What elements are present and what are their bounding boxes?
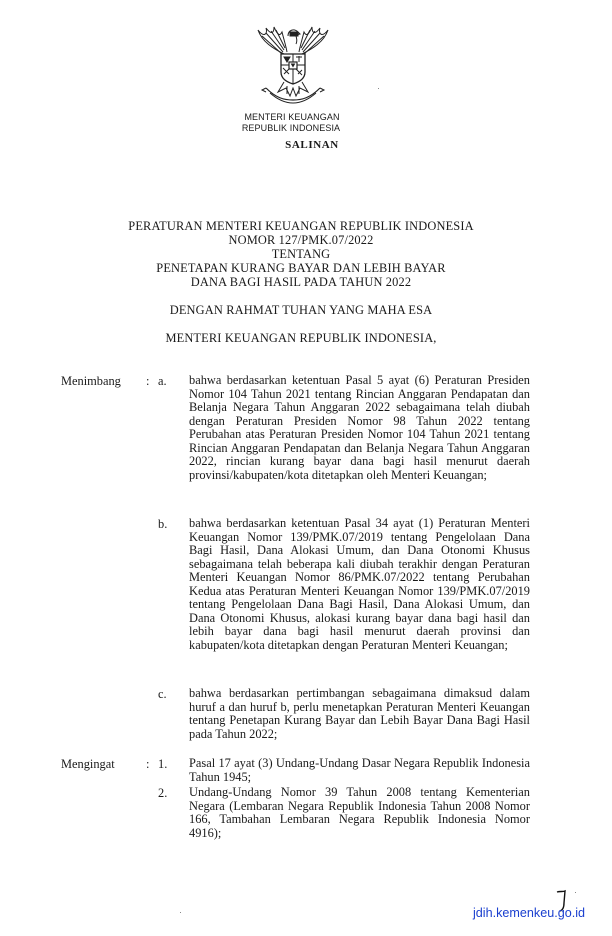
menimbang-item-b-text: bahwa berdasarkan ketentuan Pasal 34 ayat (1) Peraturan Menteri Keuangan Nomor 139/PMK.07/2019 tentang Pengelolaan Dana Bagi Hasil, Dana Alokasi Umum, dan Dana Otonomi Khusus sebagaimana telah beberapa kali diubah terakhir dengan Peraturan Menteri Keuangan Nomor 86/PMK.07/2022 tentang Perubahan Kedua atas Peraturan Menteri Keuangan Nomor 139/PMK.07/2019 tentang Pengelolaan Dana Bagi Hasil, Dana Alokasi Umum, dan Dana Otonomi Khusus, alokasi kurang bayar dana bagi hasil dan lebih bayar dana bagi hasil menurut daerah provinsi dan kabupaten/kota ditetapkan dengan Peraturan Menteri Keuangan;: [189, 516, 530, 652]
regulation-title: PERATURAN MENTERI KEUANGAN REPUBLIK INDONESIA: [128, 219, 474, 233]
mengingat-item-1-text: Pasal 17 ayat (3) Undang-Undang Dasar Negara Republik Indonesia Tahun 1945;: [189, 756, 530, 784]
menimbang-label: Menimbang: [61, 374, 121, 388]
garuda-emblem-icon: [254, 24, 332, 104]
scan-speck: [180, 912, 181, 913]
issuing-authority: MENTERI KEUANGAN REPUBLIK INDONESIA,: [165, 331, 437, 345]
mengingat-colon: :: [146, 757, 150, 771]
menimbang-item-a-marker: a.: [158, 374, 167, 388]
ministry-name-line1: MENTERI KEUANGAN: [244, 112, 340, 122]
menimbang-colon: :: [146, 374, 150, 388]
menimbang-item-b-marker: b.: [158, 517, 168, 531]
mengingat-item-2-marker: 2.: [158, 786, 168, 800]
ministry-name-line2: REPUBLIK INDONESIA: [241, 123, 341, 133]
menimbang-item-c-text: bahwa berdasarkan pertimbangan sebagaimana dimaksud dalam huruf a dan huruf b, perlu menetapkan Peraturan Menteri Keuangan tentang Penetapan Kurang Bayar dan Lebih Bayar Dana Bagi Hasil pada Tahun 2022;: [189, 686, 530, 741]
mengingat-label: Mengingat: [61, 757, 115, 771]
regulation-subject-line1: PENETAPAN KURANG BAYAR DAN LEBIH BAYAR: [156, 261, 446, 275]
menimbang-item-c-marker: c.: [158, 687, 167, 701]
regulation-subject-line2: DANA BAGI HASIL PADA TAHUN 2022: [190, 275, 412, 289]
scan-speck: [378, 88, 379, 89]
jdih-website-link[interactable]: jdih.kemenkeu.go.id: [473, 906, 586, 920]
invocation: DENGAN RAHMAT TUHAN YANG MAHA ESA: [169, 303, 433, 317]
copy-label: SALINAN: [285, 139, 339, 151]
mengingat-item-1-marker: 1.: [158, 757, 168, 771]
scan-speck: [575, 892, 576, 893]
mengingat-item-2-text: Undang-Undang Nomor 39 Tahun 2008 tentang Kementerian Negara (Lembaran Negara Republik Indonesia Tahun 2008 Nomor 166, Tambahan Lembaran Negara Republik Indonesia Nomor 4916);: [189, 785, 530, 840]
regulation-number: NOMOR 127/PMK.07/2022: [228, 233, 374, 247]
regulation-about-label: TENTANG: [271, 247, 331, 261]
menimbang-item-a-text: bahwa berdasarkan ketentuan Pasal 5 ayat (6) Peraturan Presiden Nomor 104 Tahun 2021 tentang Rincian Anggaran Pendapatan dan Belanja Negara Tahun Anggaran 2022 sebagaimana telah diubah dengan Peraturan Presiden Nomor 98 Tahun 2022 tentang Perubahan atas Peraturan Presiden Nomor 104 Tahun 2021 tentang Rincian Anggaran Pendapatan dan Belanja Negara Tahun Anggaran 2022, rincian kurang bayar dana bagi hasil menurut daerah provinsi/kabupaten/kota ditetapkan oleh Menteri Keuangan;: [189, 373, 530, 482]
